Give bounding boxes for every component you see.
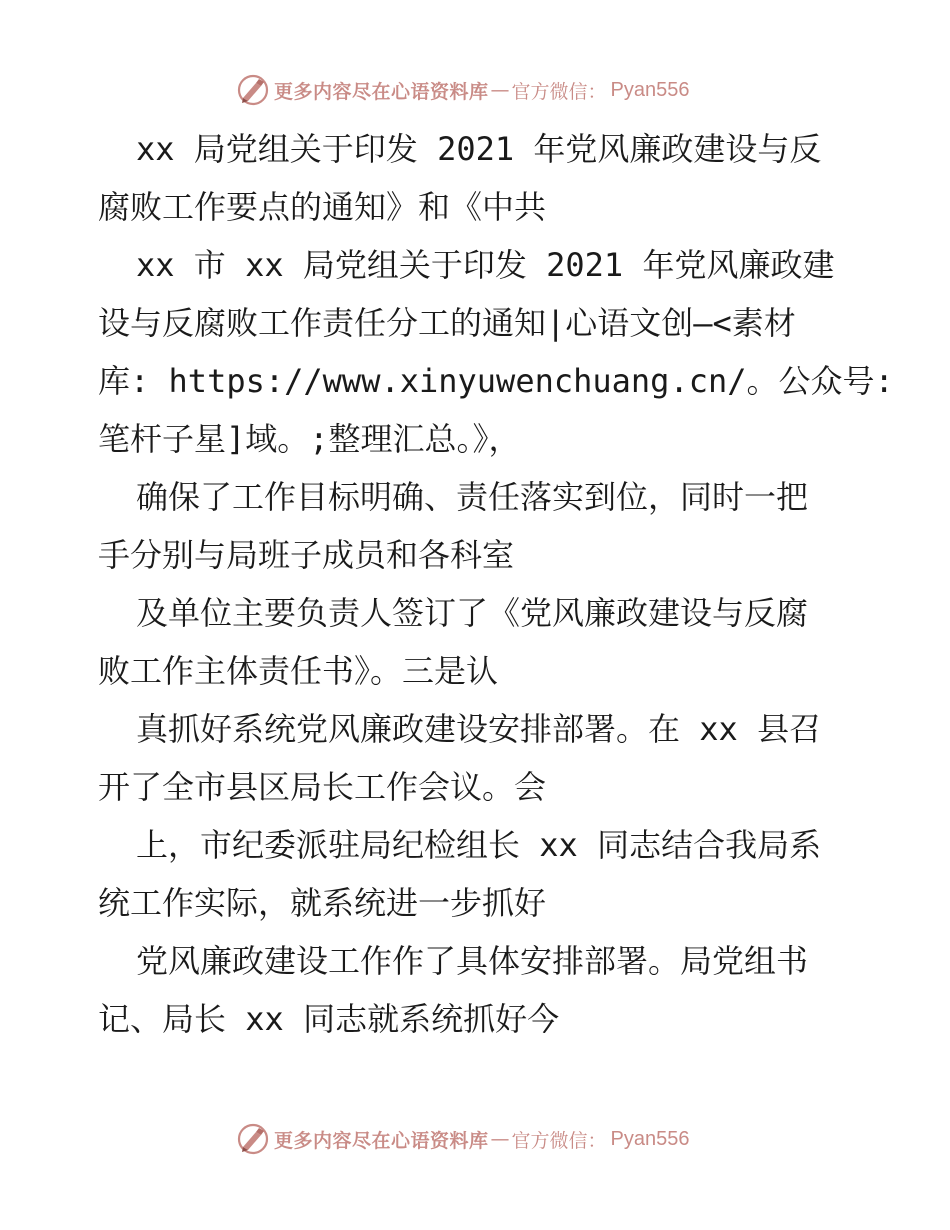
body-line: 及单位主要负责人签订了《党风廉政建设与反腐 xyxy=(136,594,809,632)
footer-watermark-dash: — xyxy=(490,1128,510,1150)
body-line: 库: https://www.xinyuwenchuang.cn/。公众号: xyxy=(98,362,894,400)
footer-wechat-label: 官方微信： xyxy=(511,1129,607,1152)
header-watermark-text: 更多内容尽在心语资料库 xyxy=(274,80,489,103)
body-line: 手分别与局班子成员和各科室 xyxy=(98,536,515,574)
body-line: 笔杆子星]域。;整理汇总。》， xyxy=(98,420,521,458)
document-body xyxy=(98,120,894,1048)
body-line: 败工作主体责任书》。三是认 xyxy=(98,652,499,690)
header-wechat-id: Pyan556 xyxy=(610,78,690,101)
footer-wechat-id: Pyan556 xyxy=(610,1127,690,1150)
body-line: 记、局长 xx 同志就系统抓好今 xyxy=(98,1000,560,1038)
header-watermark xyxy=(236,73,690,107)
body-line: xx 市 xx 局党组关于印发 2021 年党风廉政建 xyxy=(136,246,835,284)
body-line: 真抓好系统党风廉政建设安排部署。在 xx 县召 xyxy=(136,710,822,748)
body-line: 党风廉政建设工作作了具体安排部署。局党组书 xyxy=(136,942,809,980)
body-line: xx 局党组关于印发 2021 年党风廉政建设与反 xyxy=(136,130,822,168)
header-watermark-dash: — xyxy=(490,79,510,101)
pen-logo-icon xyxy=(236,1122,270,1156)
body-line: 设与反腐败工作责任分工的通知|心语文创—<素材 xyxy=(98,304,796,342)
pen-logo-icon xyxy=(236,73,270,107)
body-line: 确保了工作目标明确、责任落实到位，同时一把 xyxy=(136,478,809,516)
body-line: 开了全市县区局长工作会议。会 xyxy=(98,768,547,806)
body-line: 统工作实际，就系统进一步抓好 xyxy=(98,884,547,922)
body-line: 上，市纪委派驻局纪检组长 xx 同志结合我局系 xyxy=(136,826,822,864)
body-line: 腐败工作要点的通知》和《中共 xyxy=(98,188,547,226)
header-wechat-label: 官方微信： xyxy=(511,80,607,103)
footer-watermark xyxy=(236,1122,690,1156)
footer-watermark-text: 更多内容尽在心语资料库 xyxy=(274,1129,489,1152)
